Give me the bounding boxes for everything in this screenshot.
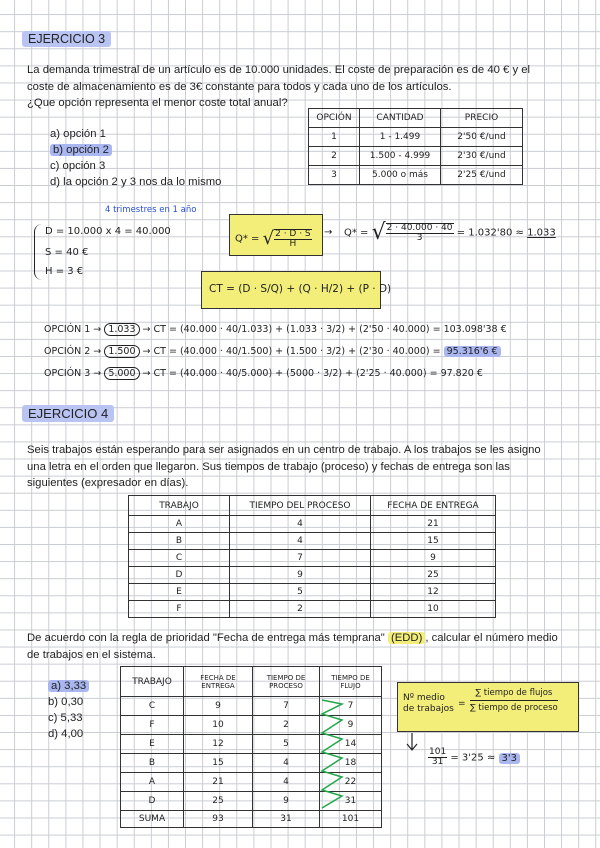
jobs-table-header: TIEMPO DEL PROCESO <box>230 496 371 516</box>
ex4-question-line2: de trabajos en el sistema. <box>27 648 156 661</box>
price-cell: 5.000 o más <box>360 166 441 185</box>
q-calc <box>344 220 556 245</box>
edd-total-cell: 31 <box>253 811 320 828</box>
flow-formula-num: ∑ tiempo de flujos <box>470 688 558 701</box>
q-calc-num: 2 · 40.000 · 40 <box>386 222 453 233</box>
flow-zigzag-drawing <box>318 696 346 812</box>
flow-formula-lhs <box>403 693 454 715</box>
ex4-option-d[interactable]: d) 4,00 <box>48 728 84 740</box>
flow-calc-eq: = 3'25 ≈ <box>450 752 496 764</box>
op2-label: OPCIÓN 2 → <box>44 346 102 357</box>
edd-cell: F <box>121 716 184 735</box>
ex4-question <box>27 630 558 663</box>
op2-q: 1.500 <box>104 345 139 358</box>
jobs-cell: 4 <box>230 533 371 550</box>
jobs-cell: 9 <box>230 567 371 584</box>
jobs-cell: 5 <box>230 584 371 601</box>
edd-table-header: TRABAJO <box>121 667 184 697</box>
jobs-table-row <box>129 601 496 618</box>
edd-cell: 4 <box>253 754 320 773</box>
flow-formula-box: Nº medio de trabajos = ∑ tiempo de flujos ∑ tiempo de proceso <box>397 682 579 732</box>
flow-calc <box>428 748 520 767</box>
price-cell: 3 <box>309 166 360 185</box>
jobs-table-row <box>129 533 496 550</box>
price-table-row <box>309 147 523 166</box>
ct-formula-box <box>201 271 392 309</box>
jobs-cell: D <box>129 567 230 584</box>
ex3-title: EJERCICIO 3 <box>22 31 111 47</box>
price-table-row <box>309 128 523 147</box>
data-s: S = 40 € <box>45 247 89 258</box>
op1-line <box>44 324 507 335</box>
jobs-cell: B <box>129 533 230 550</box>
down-arrow-icon <box>405 732 419 752</box>
q-formula-box <box>229 214 323 256</box>
flow-formula-lhs1: Nº medio <box>403 693 445 703</box>
edd-cell: 9 <box>253 792 320 811</box>
jobs-table-header: TRABAJO <box>129 496 230 516</box>
op2-result: 95.316'6 € <box>444 346 501 357</box>
q-calc-final: 1.033 <box>527 227 556 239</box>
flow-calc-final: 3'3 <box>499 753 520 764</box>
op1-q: 1.033 <box>104 323 139 336</box>
price-cell: 2'50 €/und <box>441 128 523 147</box>
ex4-option-c[interactable]: c) 5,33 <box>48 712 83 724</box>
edd-cell: 5 <box>253 735 320 754</box>
jobs-table-row <box>129 516 496 533</box>
edd-cell: 7 <box>253 697 320 716</box>
edd-table-header: TIEMPO DE PROCESO <box>253 667 320 697</box>
ex4-statement-line1: Seis trabajos están esperando para ser asignados en un centro de trabajo. A los trabajos se les asigno <box>27 444 541 456</box>
ex4-question-edd: (EDD) <box>388 632 425 644</box>
op1-label: OPCIÓN 1 → <box>44 324 102 335</box>
flow-formula-frac <box>470 688 558 713</box>
price-table-header: PRECIO <box>441 109 523 128</box>
price-table-header: OPCIÓN <box>309 109 360 128</box>
edd-cell: 4 <box>253 773 320 792</box>
ex4-option-a[interactable] <box>48 678 89 694</box>
q-formula-lhs: Q* = <box>235 233 260 245</box>
q-calc-den: 3 <box>416 232 423 243</box>
ex3-option-b-label: b) opción 2 <box>50 144 112 156</box>
sqrt-icon: √ <box>262 228 275 249</box>
price-table-row <box>309 166 523 185</box>
data-h: H = 3 € <box>45 266 84 277</box>
price-table-header: CANTIDAD <box>360 109 441 128</box>
edd-table-total-row <box>121 811 382 828</box>
ex3-option-c[interactable]: c) opción 3 <box>50 160 106 172</box>
price-table <box>308 108 523 185</box>
note-trimestres: 4 trimestres en 1 año <box>105 205 197 215</box>
ex3-question: ¿Que opción representa el menor coste total anual? <box>27 97 288 109</box>
ex4-options <box>48 678 89 742</box>
price-cell: 2'25 €/und <box>441 166 523 185</box>
ex3-option-d[interactable]: d) la opción 2 y 3 nos da lo mismo <box>50 176 222 188</box>
edd-cell: 9 <box>320 716 382 735</box>
ex3-statement-line1: La demanda trimestral de un artículo es de 10.000 unidades. El coste de preparación es de 40 € y el <box>27 64 531 76</box>
data-brace <box>34 224 43 280</box>
edd-total-cell: 93 <box>184 811 253 828</box>
jobs-cell: C <box>129 550 230 567</box>
edd-cell: 15 <box>184 754 253 773</box>
ex4-question-line1 <box>27 630 558 647</box>
jobs-cell: 15 <box>371 533 496 550</box>
edd-cell: C <box>121 697 184 716</box>
edd-cell: 22 <box>320 773 382 792</box>
edd-cell: A <box>121 773 184 792</box>
edd-cell: 9 <box>184 697 253 716</box>
edd-table-header: FECHA DE ENTREGA <box>184 667 253 697</box>
jobs-cell: 10 <box>371 601 496 618</box>
edd-cell: 7 <box>320 697 382 716</box>
edd-cell: 31 <box>320 792 382 811</box>
ex3-options <box>50 126 221 190</box>
jobs-table-row <box>129 567 496 584</box>
ex4-statement-line3: siguientes (expresador en días). <box>27 477 189 489</box>
flow-calc-num: 101 <box>429 747 447 757</box>
jobs-table <box>128 495 496 618</box>
jobs-cell: 7 <box>230 550 371 567</box>
ex4-title: EJERCICIO 4 <box>22 405 114 422</box>
op3-q: 5.000 <box>104 367 139 380</box>
jobs-cell: 25 <box>371 567 496 584</box>
edd-cell: 21 <box>184 773 253 792</box>
q-formula-den: H <box>289 238 297 249</box>
price-cell: 1 <box>309 128 360 147</box>
ex4-option-b[interactable]: b) 0,30 <box>48 696 84 708</box>
op2-expr: → CT = (40.000 · 40/1.500) + (1.500 · 3/2) + (2'30 · 40.000) = <box>142 346 441 357</box>
price-cell: 1 - 1.499 <box>360 128 441 147</box>
ex4-statement <box>27 442 541 492</box>
op2-line <box>44 346 501 357</box>
sqrt-icon: √ <box>371 220 386 245</box>
edd-total-cell: SUMA <box>121 811 184 828</box>
ex3-option-a[interactable]: a) opción 1 <box>50 128 106 140</box>
jobs-table-row <box>129 584 496 601</box>
ex4-question-post: , calcular el número medio <box>425 632 558 644</box>
jobs-cell: 4 <box>230 516 371 533</box>
edd-cell: E <box>121 735 184 754</box>
op3-result: 97.820 € <box>440 368 483 379</box>
edd-cell: 18 <box>320 754 382 773</box>
ex3-statement <box>27 62 530 112</box>
jobs-table-row <box>129 550 496 567</box>
flow-formula-den: ∑ tiempo de proceso <box>470 703 558 713</box>
data-d: D = 10.000 x 4 = 40.000 <box>45 226 171 237</box>
ex3-option-b[interactable] <box>50 142 221 158</box>
q-calc-result: = 1.032'80 ≈ <box>456 227 524 239</box>
edd-total-cell: 101 <box>320 811 382 828</box>
q-calc-lhs: Q* = <box>344 227 369 239</box>
edd-cell: 14 <box>320 735 382 754</box>
price-cell: 2'30 €/und <box>441 147 523 166</box>
edd-cell: B <box>121 754 184 773</box>
ex4-option-a-label: a) 3,33 <box>48 680 89 692</box>
jobs-cell: 2 <box>230 601 371 618</box>
jobs-cell: 21 <box>371 516 496 533</box>
op3-line <box>44 368 483 379</box>
flow-formula-lhs2: de trabajos <box>403 704 454 714</box>
arrow-icon: → <box>324 227 333 238</box>
op3-label: OPCIÓN 3 → <box>44 368 102 379</box>
edd-table-header: TIEMPO DE FLUJO <box>320 667 382 697</box>
op1-expr: → CT = (40.000 · 40/1.033) + (1.033 · 3/2) + (2'50 · 40.000) = <box>142 324 441 335</box>
edd-cell: 12 <box>184 735 253 754</box>
jobs-cell: F <box>129 601 230 618</box>
edd-cell: 2 <box>253 716 320 735</box>
jobs-cell: 9 <box>371 550 496 567</box>
ex4-question-pre: De acuerdo con la regla de prioridad "Fecha de entrega más temprana" <box>27 632 388 644</box>
edd-cell: 10 <box>184 716 253 735</box>
op1-result: 103.098'38 € <box>443 324 507 335</box>
price-cell: 2 <box>309 147 360 166</box>
jobs-cell: E <box>129 584 230 601</box>
q-formula-num: 2 · D · S <box>275 228 311 239</box>
jobs-table-header: FECHA DE ENTREGA <box>371 496 496 516</box>
op3-expr: → CT = (40.000 · 40/5.000) + (5000 · 3/2) + (2'25 · 40.000) = <box>142 368 438 379</box>
ct-formula: CT = (D · S/Q) + (Q · H/2) + (P · D) <box>209 283 392 295</box>
flow-calc-den: 31 <box>431 757 444 767</box>
price-cell: 1.500 - 4.999 <box>360 147 441 166</box>
jobs-cell: A <box>129 516 230 533</box>
ex4-statement-line2: una letra en el orden que llegaron. Sus tiempos de trabajo (proceso) y fechas de entrega son las <box>27 460 510 473</box>
ex3-statement-line2: coste de almacenamiento es de 3€ constante para todos y cada uno de los artículos. <box>27 80 452 93</box>
edd-cell: 25 <box>184 792 253 811</box>
jobs-cell: 12 <box>371 584 496 601</box>
edd-cell: D <box>121 792 184 811</box>
